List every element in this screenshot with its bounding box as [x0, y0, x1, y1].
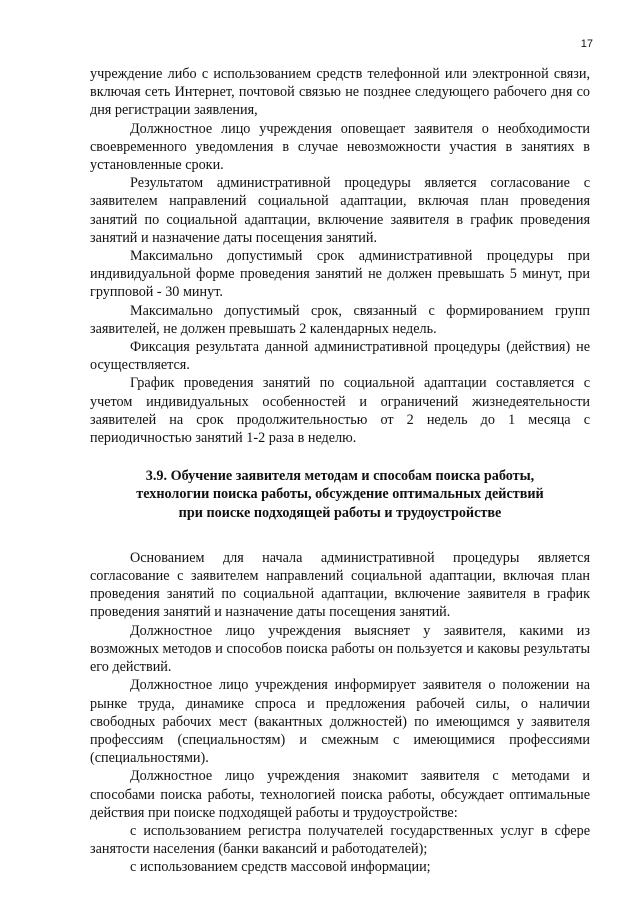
paragraph-procedure-result: Результатом административной процедуры является согласование с заявителем направлений социальной адаптации, включая план проведения занятий по социальной адаптации, включение заявителя в график проведения занятий и назначение даты посещения занятий.: [90, 175, 590, 246]
paragraph-result-fixation: Фиксация результата данной административной процедуры (действия) не осуществляется.: [90, 339, 590, 374]
list-item-mass-media: с использованием средств массовой информации;: [130, 859, 431, 876]
paragraph-group-formation: Максимально допустимый срок, связанный с формированием групп заявителей, не должен превышать 2 календарных недель.: [90, 302, 590, 337]
section-heading: [90, 467, 590, 522]
paragraph-schedule: График проведения занятий по социальной адаптации составляется с учетом индивидуальных особенностей и ограничений жизнедеятельности заявителей на срок продолжительностью от 2 недель до 1 месяца с периодичностью занятий 1-2 раза в неделю.: [90, 375, 590, 447]
list-item-registry: с использованием регистра получателей государственных услуг в сфере занятости населения (банки вакансий и работодателей);: [90, 822, 590, 858]
paragraph-notification-duty: Должностное лицо учреждения оповещает заявителя о необходимости своевременного уведомления в случае невозможности участия в занятиях в установленные сроки.: [90, 120, 590, 174]
paragraph-continuation: учреждение либо с использованием средств телефонной или электронной связи, включая сеть Интернет, почтовой связью не позднее следующего рабочего дня со дня регистрации заявления,: [90, 66, 590, 119]
section-heading-line: технологии поиска работы, обсуждение оптимальных действий: [136, 486, 544, 503]
paragraph-methods-inquiry: Должностное лицо учреждения выясняет у заявителя, какими из возможных методов и способов поиска работы он пользуется и каковы результаты его действий.: [90, 622, 590, 676]
section-heading-line: при поиске подходящей работы и трудоустройстве: [178, 504, 502, 521]
paragraph-procedure-basis: Основанием для начала административной процедуры является согласование с заявителем направлений социальной адаптации, включая план проведения занятий по социальной адаптации, включение заявителя в график проведения занятий и назначение даты посещения занятий.: [90, 549, 590, 621]
document-body: [90, 65, 590, 877]
paragraph-max-duration: Максимально допустимый срок административной процедуры при индивидуальной форме проведения занятий не должен превышать 5 минут, при групповой - 30 минут.: [90, 248, 590, 301]
paragraph-labor-market-info: Должностное лицо учреждения информирует заявителя о положении на рынке труда, динамике спроса и предложения рабочей силы, о наличии свободных рабочих мест (вакантных должностей) по имеющимся у заявителя профессиям (специальностям) и смежным с имеющимися профессиями (специальностями).: [90, 677, 590, 767]
paragraph-job-search-methods: Должностное лицо учреждения знакомит заявителя с методами и способами поиска работы, технологией поиска работы, обсуждает оптимальные действия при поиске подходящей работы и трудоустройстве:: [90, 768, 590, 821]
page-number: 17: [580, 38, 593, 50]
section-heading-line: 3.9. Обучение заявителя методам и способам поиска работы,: [145, 468, 535, 485]
